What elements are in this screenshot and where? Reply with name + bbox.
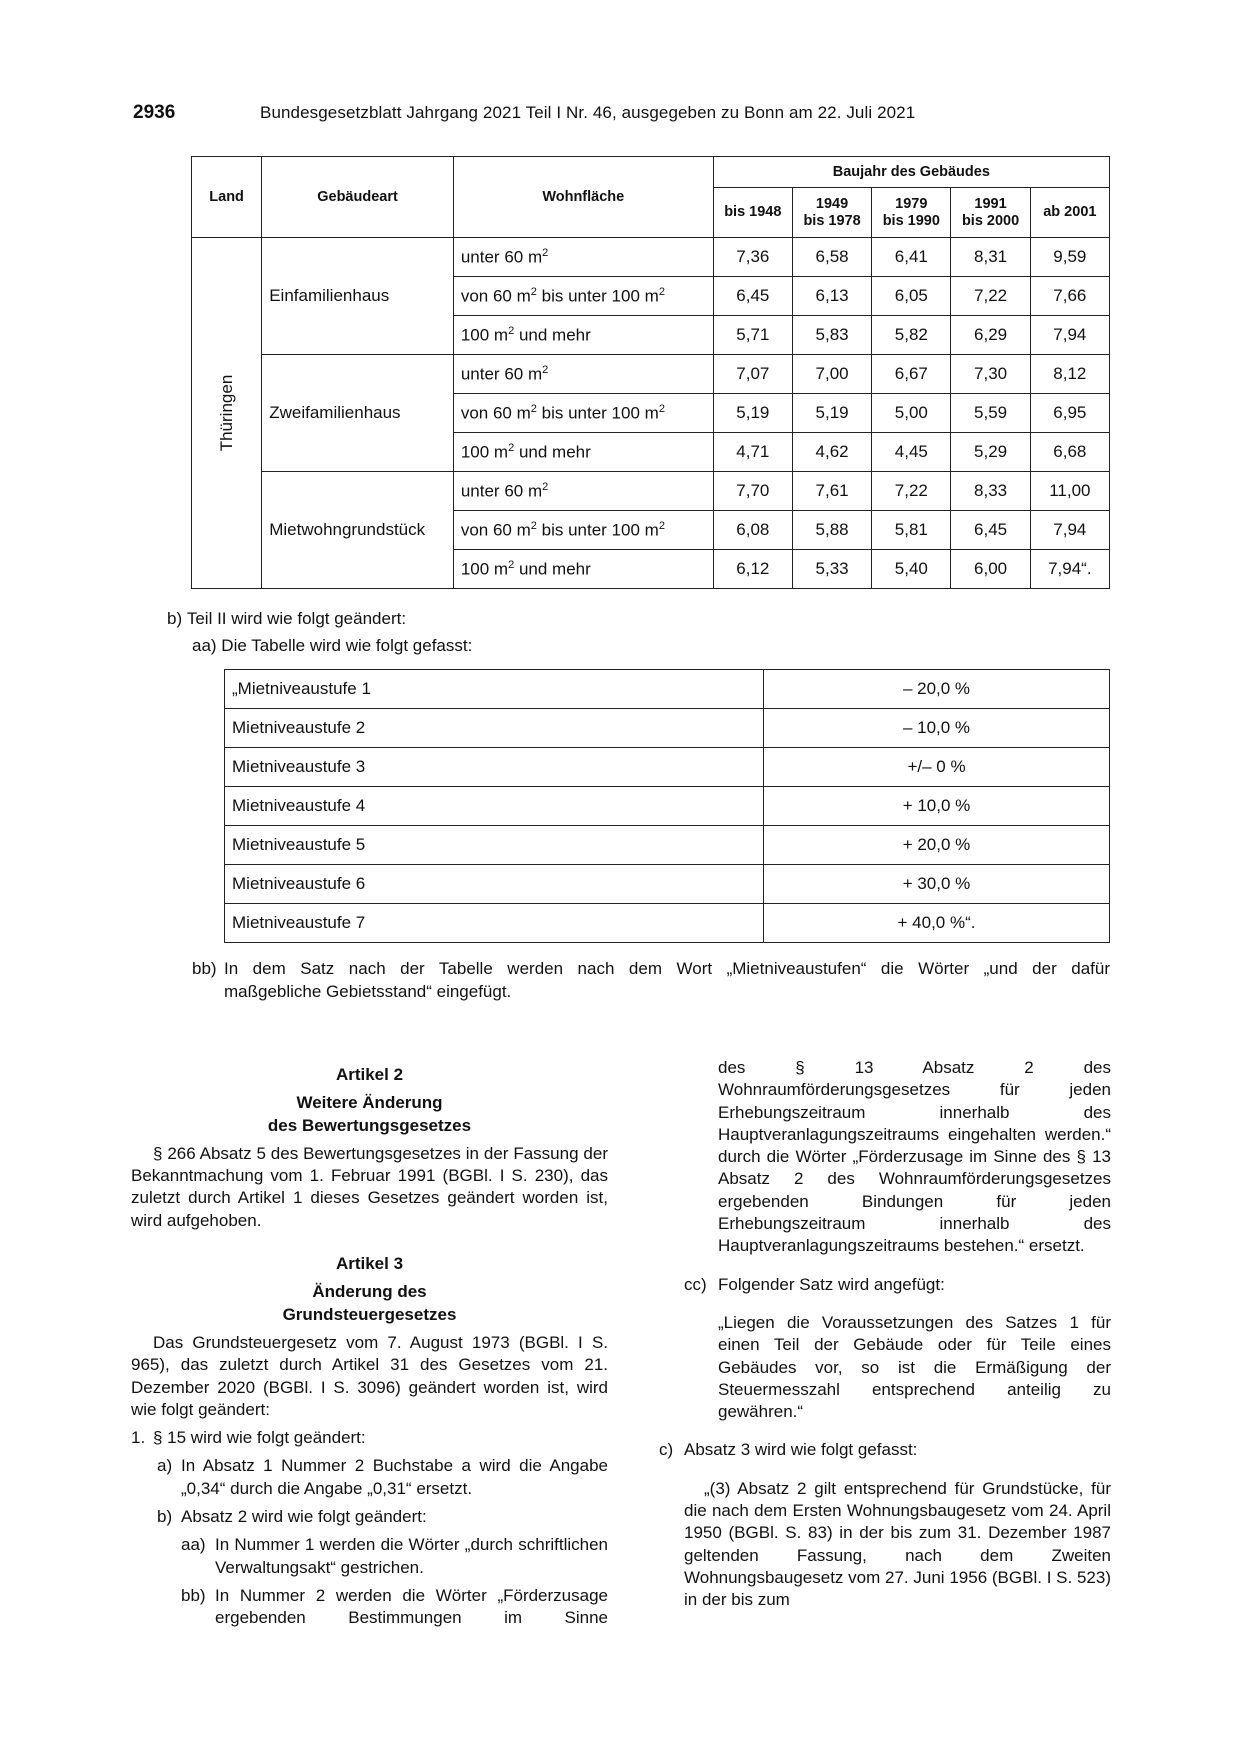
header-year-1 — [713, 188, 792, 238]
header-year-2 — [792, 188, 871, 238]
superscript: 2 — [530, 519, 537, 532]
superscript: 2 — [508, 558, 515, 571]
area-text: 100 m — [460, 559, 509, 579]
superscript: 2 — [508, 441, 515, 454]
value-cell: 11,00 — [1030, 472, 1109, 511]
area-text: von 60 m — [460, 403, 531, 423]
superscript: 2 — [530, 285, 537, 298]
area-text: unter 60 m — [460, 364, 543, 384]
living-area — [453, 472, 713, 511]
level-value: – 10,0 % — [764, 709, 1110, 748]
left-column — [131, 1064, 608, 1630]
header-wohnflaeche: Wohnfläche — [453, 157, 713, 238]
area-text: unter 60 m — [460, 481, 543, 501]
living-area — [453, 550, 713, 589]
land-cell — [192, 238, 262, 589]
value-cell: 6,00 — [951, 550, 1030, 589]
item-aa-text: In Nummer 1 werden die Wörter „durch schriftlichen Verwaltungsakt“ gestrichen. — [215, 1535, 608, 1577]
value-cell: 6,29 — [951, 316, 1030, 355]
list-item-b — [131, 1506, 608, 1528]
building-type: Zweifamilienhaus — [262, 355, 454, 472]
art2-title-2: des Bewertungsgesetzes — [267, 1115, 472, 1135]
value-cell: 6,12 — [713, 550, 792, 589]
level-label: Mietniveaustufe 3 — [225, 748, 764, 787]
level-label: Mietniveaustufe 2 — [225, 709, 764, 748]
area-text: von 60 m — [460, 520, 531, 540]
land-label: Thüringen — [216, 374, 236, 452]
area-text-2: bis unter 100 m — [536, 286, 659, 306]
item-a-label: a) — [157, 1456, 173, 1476]
table-row — [225, 787, 1110, 826]
value-cell: 5,40 — [872, 550, 951, 589]
item-c-label: c) — [659, 1440, 674, 1460]
value-cell: 5,81 — [872, 511, 951, 550]
value-cell: 5,82 — [872, 316, 951, 355]
area-text-2: und mehr — [514, 442, 591, 462]
value-cell: 5,59 — [951, 394, 1030, 433]
value-cell: 7,07 — [713, 355, 792, 394]
item-bb-text: In Nummer 2 werden die Wörter „Förderzusage ergebenden Bestimmungen im Sinne — [215, 1585, 608, 1628]
value-cell: 7,70 — [713, 472, 792, 511]
year-line-1: 1979 — [895, 195, 928, 212]
thueringen-rate-table — [191, 156, 1110, 589]
level-value: + 30,0 % — [764, 865, 1110, 904]
table-row — [225, 748, 1110, 787]
art2-text: § 266 Absatz 5 des Bewertungsgesetzes in der Fassung der Bekanntmachung vom 1. Februar 1991 (BGBl. I S. 230), das zuletzt durch Artikel 1 dieses Gesetzes geändert worden ist, wird aufgehoben. — [131, 1143, 608, 1230]
living-area — [453, 277, 713, 316]
table-row — [225, 865, 1110, 904]
value-cell: 7,94 — [1030, 511, 1109, 550]
item-1-label: 1. — [131, 1428, 146, 1448]
value-cell: 7,30 — [951, 355, 1030, 394]
item-aa-label: aa) — [181, 1535, 206, 1555]
level-label: „Mietniveaustufe 1 — [225, 670, 764, 709]
value-cell: 7,22 — [951, 277, 1030, 316]
value-cell: 8,33 — [951, 472, 1030, 511]
level-label: Mietniveaustufe 7 — [225, 904, 764, 943]
value-cell: 7,00 — [792, 355, 871, 394]
part-b-bb-line2: maßgebliche Gebietsstand“ eingefügt. — [224, 982, 512, 1001]
value-cell: 7,61 — [792, 472, 871, 511]
cc-quote: „Liegen die Voraussetzungen des Satzes 1 für einen Teil der Gebäude oder für Teile eines Gebäudes vor, so ist die Ermäßigung der Steuermesszahl entsprechend anteilig zu gewähren.“ — [718, 1312, 1111, 1422]
value-cell: 7,66 — [1030, 277, 1109, 316]
level-value: +/– 0 % — [764, 748, 1110, 787]
header-year-5 — [1030, 188, 1109, 238]
superscript: 2 — [542, 363, 549, 376]
value-cell: 5,88 — [792, 511, 871, 550]
mietniveau-table — [224, 669, 1110, 943]
gazette-title: Bundesgesetzblatt Jahrgang 2021 Teil I Nr. 46, ausgegeben zu Bonn am 22. Juli 2021 — [260, 103, 916, 122]
item-b-label: b) — [157, 1507, 173, 1527]
area-text: von 60 m — [460, 286, 531, 306]
c-quote: „(3) Absatz 2 gilt entsprechend für Grundstücke, für die nach dem Ersten Wohnungsbaugesetz vom 24. April 1950 (BGBl. S. 83) in der bis zum 31. Dezember 1987 geltenden Fassung, nach dem Zweiten Wohnungsbaugesetz vom 27. Juni 1956 (BGBl. I S. 523) in der bis zum — [684, 1478, 1111, 1610]
item-c-text: Absatz 3 wird wie folgt gefasst: — [684, 1440, 918, 1460]
value-cell: 7,36 — [713, 238, 792, 277]
superscript: 2 — [508, 324, 515, 337]
living-area — [453, 394, 713, 433]
year-line-1: 1949 — [815, 195, 849, 212]
item-cc-text: Folgender Satz wird angefügt: — [718, 1274, 945, 1294]
item-a-text: In Absatz 1 Nummer 2 Buchstabe a wird die Angabe „0,34“ durch die Angabe „0,31“ ersetzt. — [181, 1456, 608, 1498]
value-cell: 7,94“. — [1030, 550, 1109, 589]
table-row — [192, 238, 1110, 277]
table-row — [225, 904, 1110, 943]
table-row — [192, 472, 1110, 511]
part-b-bb-line1: In dem Satz nach der Tabelle werden nach dem Wort „Mietniveaustufen“ die Wörter „und der dafür — [224, 959, 1110, 978]
table-row — [225, 670, 1110, 709]
value-cell: 6,58 — [792, 238, 871, 277]
value-cell: 5,83 — [792, 316, 871, 355]
area-text-2: bis unter 100 m — [536, 520, 659, 540]
value-cell: 5,19 — [713, 394, 792, 433]
value-cell: 6,13 — [792, 277, 871, 316]
year-line-1: 1991 — [974, 195, 1007, 212]
table-row — [225, 826, 1110, 865]
value-cell: 6,45 — [951, 511, 1030, 550]
superscript: 2 — [658, 519, 665, 532]
item-cc-label: cc) — [684, 1274, 707, 1294]
year-line-1: ab 2001 — [1043, 204, 1097, 220]
part-b-intro: b) Teil II wird wie folgt geändert: — [167, 609, 407, 628]
level-label: Mietniveaustufe 6 — [225, 865, 764, 904]
living-area — [453, 355, 713, 394]
list-item-aa — [131, 1534, 608, 1579]
value-cell: 4,62 — [792, 433, 871, 472]
page-number: 2936 — [133, 102, 176, 123]
building-type: Einfamilienhaus — [262, 238, 454, 355]
level-value: + 20,0 % — [764, 826, 1110, 865]
art3-text: Das Grundsteuergesetz vom 7. August 1973 (BGBl. I S. 965), das zuletzt durch Artikel 31 des Gesetzes vom 21. Dezember 2020 (BGBl. I S. 3096) geändert worden ist, wird wie folgt geändert: — [131, 1332, 608, 1419]
art2-heading: Artikel 2 — [335, 1065, 404, 1084]
item-bb-label: bb) — [181, 1585, 206, 1605]
value-cell: 9,59 — [1030, 238, 1109, 277]
value-cell: 6,05 — [872, 277, 951, 316]
header-baujahr: Baujahr des Gebäudes — [713, 157, 1109, 188]
year-line-1: bis 1948 — [724, 204, 782, 220]
value-cell: 8,12 — [1030, 355, 1109, 394]
level-value: – 20,0 % — [764, 670, 1110, 709]
year-line-2: bis 1978 — [803, 212, 861, 229]
superscript: 2 — [542, 246, 549, 259]
header-gebaeudeart: Gebäudeart — [262, 157, 454, 238]
value-cell: 5,71 — [713, 316, 792, 355]
value-cell: 6,67 — [872, 355, 951, 394]
value-cell: 5,29 — [951, 433, 1030, 472]
living-area — [453, 511, 713, 550]
value-cell: 8,31 — [951, 238, 1030, 277]
table-row — [192, 355, 1110, 394]
value-cell: 6,45 — [713, 277, 792, 316]
level-value: + 10,0 % — [764, 787, 1110, 826]
area-text: 100 m — [460, 442, 509, 462]
art3-title-1: Änderung des — [312, 1282, 427, 1302]
level-value: + 40,0 %“. — [764, 904, 1110, 943]
living-area — [453, 433, 713, 472]
living-area — [453, 238, 713, 277]
list-item-1 — [131, 1427, 608, 1449]
area-text: unter 60 m — [460, 247, 543, 267]
item-b-text: Absatz 2 wird wie folgt geändert: — [181, 1507, 427, 1527]
living-area — [453, 316, 713, 355]
continued-text: des § 13 Absatz 2 des Wohnraumförderungsgesetzes für jeden Erhebungszeitraum innerhalb des Hauptveranlagungszeitraums eingehalten werden.“ durch die Wörter „Förderzusage im Sinne des § 13 Absatz 2 des Wohnraumförderungsgesetzes ergebenden Bindungen für jeden Erhebungszeitraum innerhalb des Hauptveranlagungszeitraums bestehen.“ ersetzt. — [718, 1058, 1111, 1256]
year-line-2: bis 1990 — [882, 212, 940, 229]
superscript: 2 — [530, 402, 537, 415]
value-cell: 6,68 — [1030, 433, 1109, 472]
year-line-2: bis 2000 — [961, 212, 1020, 229]
list-item-c — [635, 1439, 1111, 1461]
value-cell: 7,22 — [872, 472, 951, 511]
part-b-bb-label: bb) — [192, 959, 217, 978]
superscript: 2 — [658, 402, 665, 415]
art3-heading: Artikel 3 — [335, 1254, 404, 1274]
value-cell: 5,33 — [792, 550, 871, 589]
header-year-4 — [951, 188, 1030, 238]
level-label: Mietniveaustufe 4 — [225, 787, 764, 826]
superscript: 2 — [542, 480, 549, 493]
building-type: Mietwohngrundstück — [262, 472, 454, 589]
item-1-text: § 15 wird wie folgt geändert: — [153, 1428, 366, 1448]
value-cell: 4,71 — [713, 433, 792, 472]
area-text-2: bis unter 100 m — [536, 403, 659, 423]
area-text-2: und mehr — [514, 559, 591, 579]
area-text-2: und mehr — [514, 325, 591, 345]
part-b-aa: aa) Die Tabelle wird wie folgt gefasst: — [192, 636, 473, 655]
right-column — [635, 1057, 1111, 1612]
art2-title-1: Weitere Änderung — [296, 1093, 443, 1113]
area-text: 100 m — [460, 325, 509, 345]
level-label: Mietniveaustufe 5 — [225, 826, 764, 865]
superscript: 2 — [658, 285, 665, 298]
header-year-3 — [872, 188, 951, 238]
table-row — [225, 709, 1110, 748]
value-cell: 5,19 — [792, 394, 871, 433]
value-cell: 6,08 — [713, 511, 792, 550]
list-item-cc — [635, 1274, 1111, 1296]
value-cell: 6,95 — [1030, 394, 1109, 433]
value-cell: 6,41 — [872, 238, 951, 277]
list-item-bb — [131, 1585, 608, 1630]
value-cell: 4,45 — [872, 433, 951, 472]
art3-title-2: Grundsteuergesetzes — [282, 1304, 457, 1324]
header-land: Land — [192, 157, 262, 238]
list-item-a — [131, 1455, 608, 1500]
value-cell: 5,00 — [872, 394, 951, 433]
value-cell: 7,94 — [1030, 316, 1109, 355]
